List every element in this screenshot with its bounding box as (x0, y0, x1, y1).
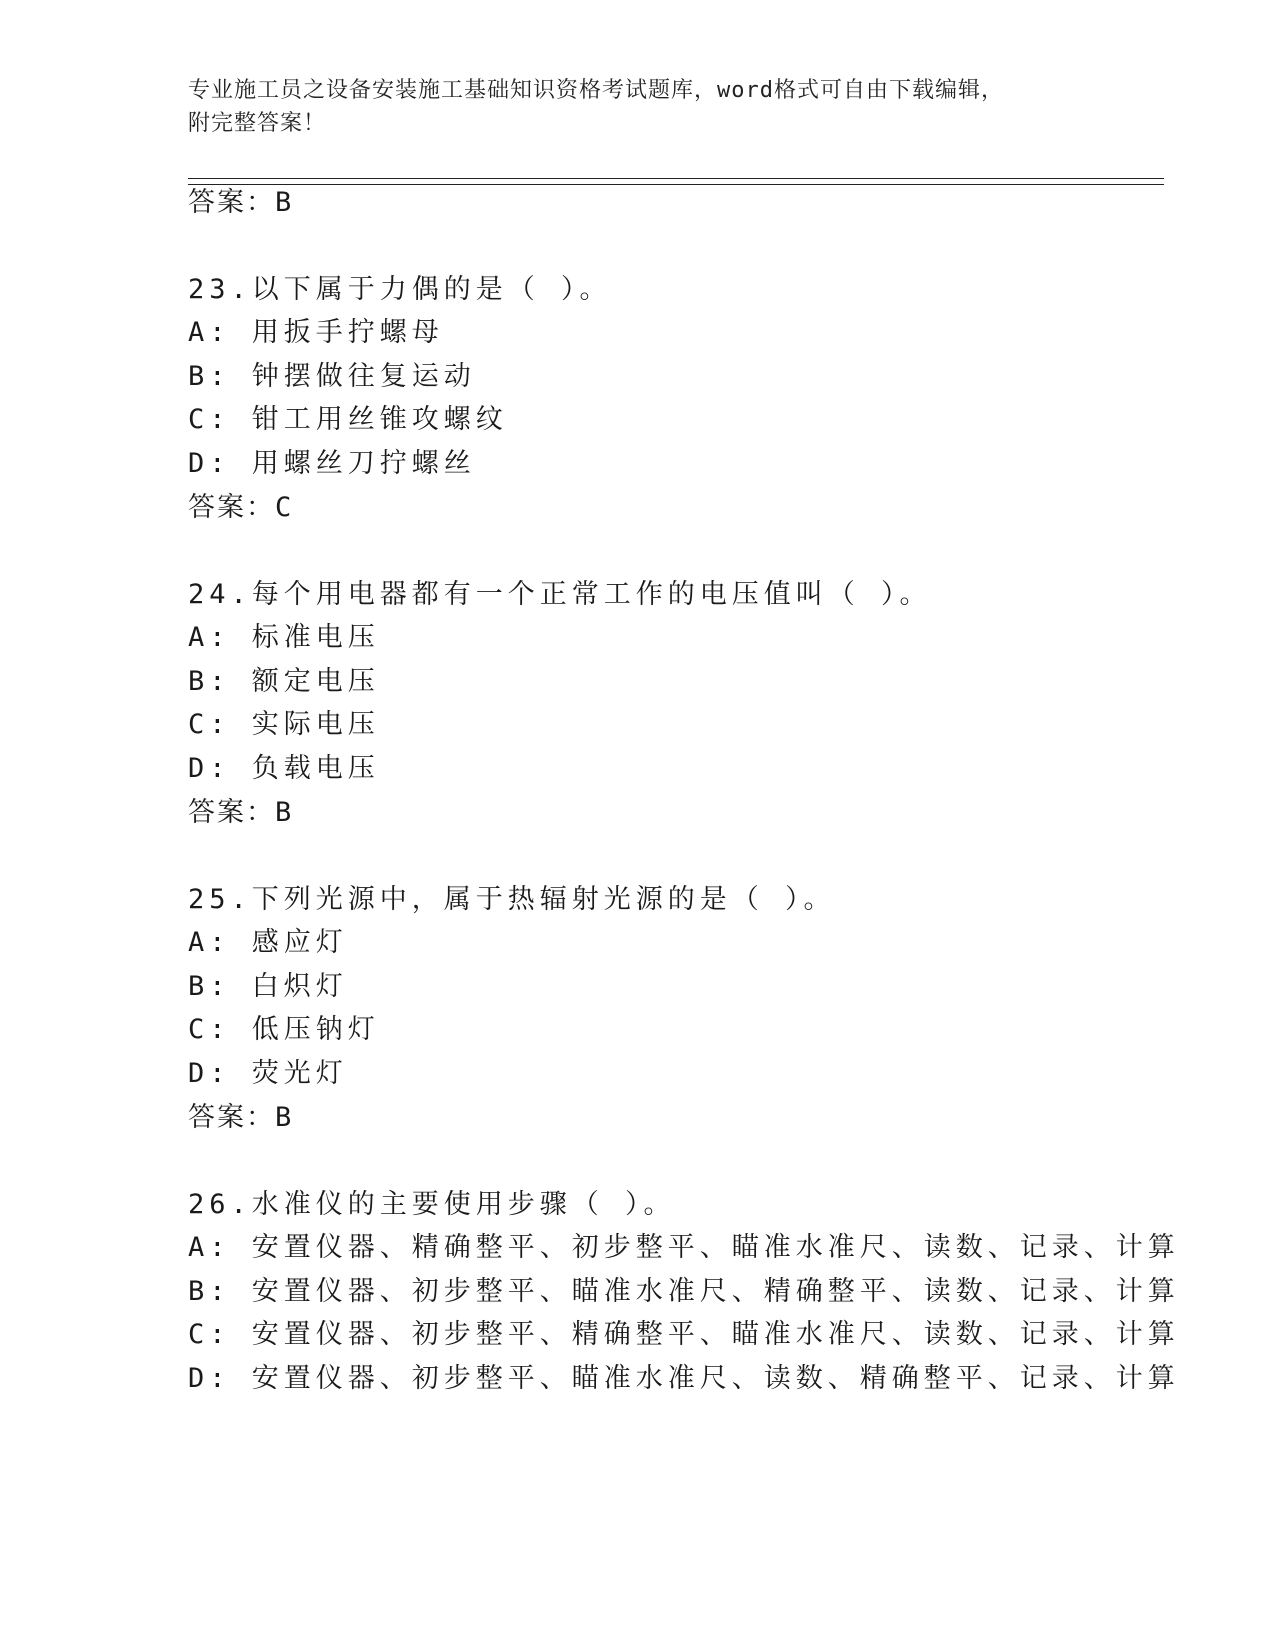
option-b: B: 钟摆做往复运动 (188, 361, 476, 392)
option-a: A: 标准电压 (188, 622, 380, 653)
option-c: C: 低压钠灯 (188, 1014, 380, 1045)
answer: 答案：B (188, 797, 294, 828)
option-b: B: 安置仪器、初步整平、瞄准水准尺、精确整平、读数、记录、计算 (188, 1276, 1180, 1307)
option-d: D: 荧光灯 (188, 1058, 348, 1089)
previous-answer: 答案：B (188, 187, 294, 218)
question-stem: 26.水准仪的主要使用步骤（ ）。 (188, 1189, 676, 1220)
document-header (188, 74, 1088, 140)
option-a: A: 感应灯 (188, 927, 348, 958)
answer: 答案：C (188, 492, 294, 523)
option-b: B: 额定电压 (188, 666, 380, 697)
header-line-2: 附完整答案！ (188, 111, 327, 136)
question-stem: 25.下列光源中，属于热辐射光源的是（ ）。 (188, 884, 836, 915)
header-divider-bottom (188, 184, 1164, 185)
option-c: C: 钳工用丝锥攻螺纹 (188, 404, 508, 435)
option-c: C: 安置仪器、初步整平、精确整平、瞄准水准尺、读数、记录、计算 (188, 1319, 1180, 1350)
option-b: B: 白炽灯 (188, 971, 348, 1002)
answer: 答案：B (188, 1102, 294, 1133)
option-c: C: 实际电压 (188, 709, 380, 740)
question-stem: 23.以下属于力偶的是（ ）。 (188, 274, 612, 305)
option-a: A: 用扳手拧螺母 (188, 317, 444, 348)
header-line-1: 专业施工员之设备安装施工基础知识资格考试题库，word格式可自由下载编辑， (188, 78, 1004, 103)
header-divider-top (188, 178, 1164, 179)
option-d: D: 负载电压 (188, 753, 380, 784)
option-a: A: 安置仪器、精确整平、初步整平、瞄准水准尺、读数、记录、计算 (188, 1232, 1180, 1263)
question-stem: 24.每个用电器都有一个正常工作的电压值叫（ ）。 (188, 579, 932, 610)
option-d: D: 安置仪器、初步整平、瞄准水准尺、读数、精确整平、记录、计算 (188, 1363, 1180, 1394)
option-d: D: 用螺丝刀拧螺丝 (188, 448, 476, 479)
